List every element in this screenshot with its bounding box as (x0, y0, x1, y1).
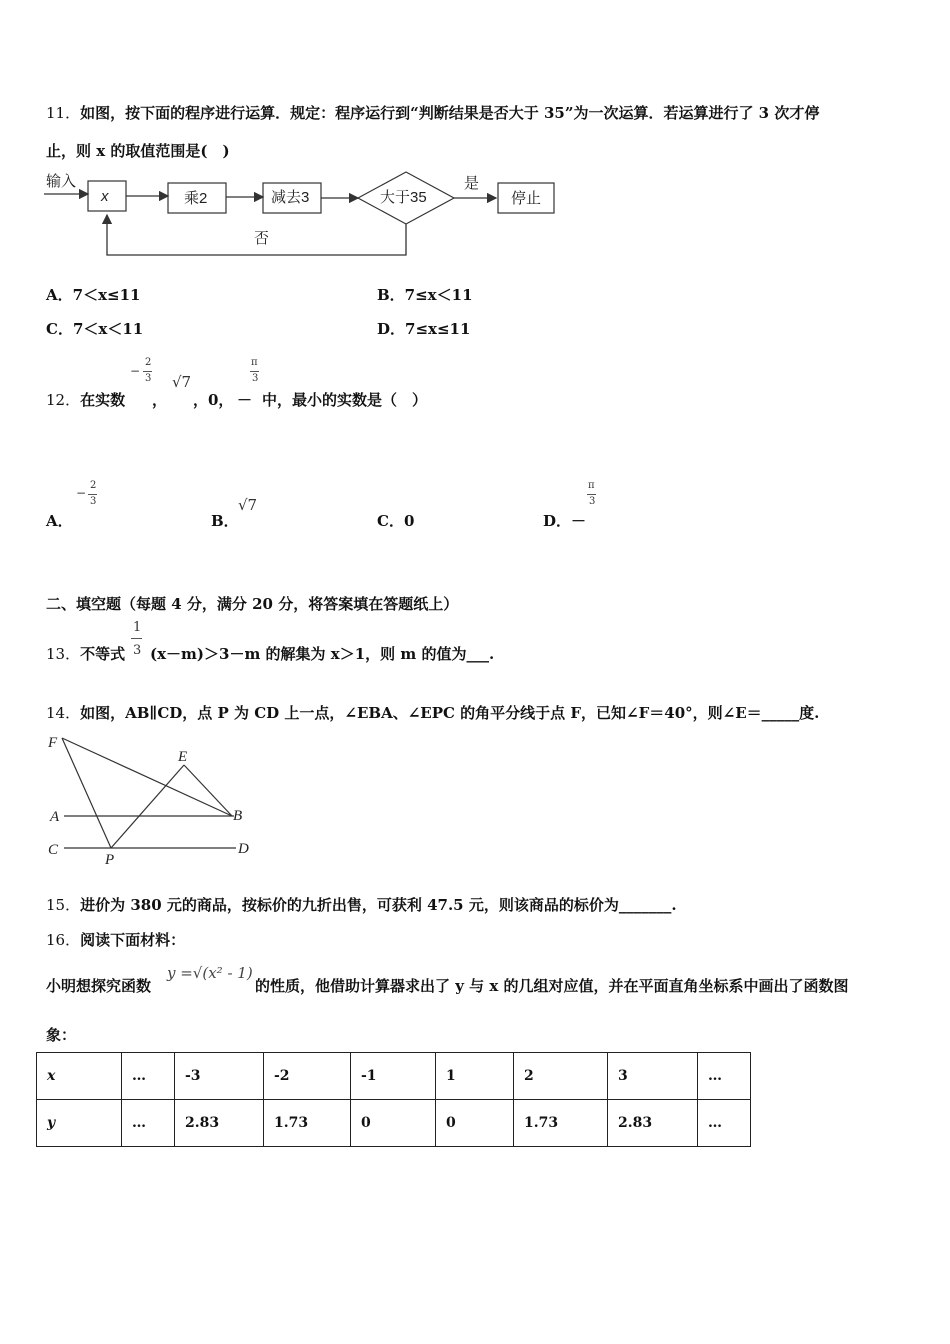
table-cell-x: … (122, 1053, 175, 1100)
q11-option-d: D．7≤x≤11 (377, 320, 471, 338)
q12-opt-a-num: 2 (90, 480, 97, 491)
table-cell-x: 1 (436, 1053, 514, 1100)
q12-option-b: B． (211, 512, 239, 530)
q13-frac-bar (131, 638, 142, 639)
q12-opt-a-bar (88, 494, 97, 495)
q12-comma: ， (152, 391, 168, 409)
q12-opt-d-den: 3 (589, 496, 596, 507)
table-cell-y: 0 (351, 1100, 436, 1147)
flow-judge-label: 大于35 (380, 189, 427, 206)
q11-flowchart (44, 168, 564, 263)
flow-mul-label: 乘2 (184, 190, 208, 207)
label-f: F (48, 735, 58, 751)
q11-option-c: C．7＜x＜11 (46, 320, 144, 338)
q12-number: 12． (46, 391, 81, 409)
flow-x-label: x (101, 188, 109, 205)
table-cell-x: -1 (351, 1053, 436, 1100)
q12-zero-part: ，0， (193, 391, 234, 409)
table-cell-y: 2.83 (175, 1100, 264, 1147)
q16-title-line (46, 929, 185, 950)
q12-opt-d-num: π (588, 480, 595, 491)
q11-line1 (46, 102, 819, 123)
q16-line1-pre: 小明想探究函数 (46, 977, 152, 995)
q12-pi-num: π (251, 357, 258, 368)
section-2-heading: 二、填空题（每题 4 分，满分 20 分，将答案填在答题纸上） (46, 595, 459, 613)
flow-yes-label: 是 (464, 175, 480, 192)
q12-option-a: A． (46, 512, 73, 530)
q12-frac-bar (143, 371, 152, 372)
line-fp (62, 738, 111, 848)
q15-text: 进价为 380 元的商品，按标价的九折出售，可获利 47.5 元，则该商品的标价为_______. (80, 896, 677, 914)
q15-number: 15． (46, 896, 81, 914)
q13-prefix: 不等式 (80, 645, 126, 663)
q12-frac-num: 2 (145, 357, 152, 368)
q13-frac-num: 1 (133, 620, 142, 635)
table-cell-x: 2 (514, 1053, 608, 1100)
q16-value-table (36, 1052, 751, 1147)
q12-suffix: 中，最小的实数是（ ） (262, 391, 428, 409)
table-cell-y: 1.73 (514, 1100, 608, 1147)
label-c: C (48, 842, 59, 858)
table-cell-x: -2 (264, 1053, 351, 1100)
label-a: A (50, 809, 60, 825)
q12-opt-b-sqrt: √7 (238, 496, 258, 514)
q12-prefix: 在实数 (80, 391, 126, 409)
q12-sqrt7: √7 (172, 373, 192, 391)
q12-pi-minus: － (237, 391, 253, 409)
flow-input-label: 输入 (46, 173, 77, 190)
label-b: B (233, 808, 243, 824)
table-cell-y: … (122, 1100, 175, 1147)
q12-line (46, 389, 125, 410)
q15-line (46, 894, 677, 915)
q16-number: 16． (46, 931, 81, 949)
q11-option-a: A．7＜x≤11 (46, 286, 141, 304)
q13-frac-den: 3 (133, 643, 142, 658)
label-d: D (238, 841, 249, 857)
q11-text-line1: 如图，按下面的程序进行运算．规定：程序运行到“判断结果是否大于 35”为一次运算．若运算进行了 3 次才停 (80, 104, 820, 122)
q16-line2: 象： (46, 1026, 77, 1044)
label-e: E (178, 749, 188, 765)
q11-number: 11． (46, 104, 81, 122)
q13-line (46, 643, 125, 664)
q12-pi-den: 3 (252, 373, 259, 384)
q13-number: 13． (46, 645, 81, 663)
q12-option-c: C．0 (377, 512, 415, 530)
q13-suffix: (x－m)＞3－m 的解集为 x＞1，则 m 的值为___. (150, 645, 495, 663)
table-row-x (37, 1053, 751, 1100)
q16-function: y =√(x² - 1) (167, 964, 253, 982)
q16-line1-post: 的性质，他借助计算器求出了 y 与 x 的几组对应值，并在平面直角坐标系中画出了函数图 (255, 977, 849, 995)
table-cell-y: 2.83 (608, 1100, 698, 1147)
table-row-y (37, 1100, 751, 1147)
q12-opt-d-bar (587, 494, 596, 495)
table-cell-x: 3 (608, 1053, 698, 1100)
table-cell-y: … (698, 1100, 751, 1147)
q11-option-b: B．7≤x＜11 (377, 286, 473, 304)
flow-no-label: 否 (254, 230, 270, 247)
flow-sub-label: 减去3 (271, 189, 310, 206)
q14-geometry-figure (44, 730, 264, 870)
table-header-x: x (37, 1053, 122, 1100)
table-cell-x: -3 (175, 1053, 264, 1100)
flow-stop-label: 停止 (511, 190, 542, 207)
table-cell-y: 0 (436, 1100, 514, 1147)
q12-neg-sign: − (130, 364, 141, 378)
table-header-y: y (37, 1100, 122, 1147)
line-eb (184, 765, 232, 816)
q12-opt-a-neg: − (76, 486, 87, 500)
q11-text-line2: 止，则 x 的取值范围是( ) (46, 142, 230, 160)
q12-frac-den: 3 (145, 373, 152, 384)
q12-opt-a-den: 3 (90, 496, 97, 507)
q14-number: 14． (46, 704, 81, 722)
line-fb (62, 738, 232, 816)
table-cell-y: 1.73 (264, 1100, 351, 1147)
q16-title: 阅读下面材料： (80, 931, 186, 949)
q12-pi-bar (250, 371, 259, 372)
q14-text: 如图，AB∥CD，点 P 为 CD 上一点，∠EBA、∠EPC 的角平分线于点 F，已知∠F＝40°，则∠E＝_____度. (80, 704, 820, 722)
q14-line (46, 702, 819, 723)
q12-option-d: D．－ (543, 512, 587, 530)
table-cell-x: … (698, 1053, 751, 1100)
label-p: P (105, 852, 115, 868)
